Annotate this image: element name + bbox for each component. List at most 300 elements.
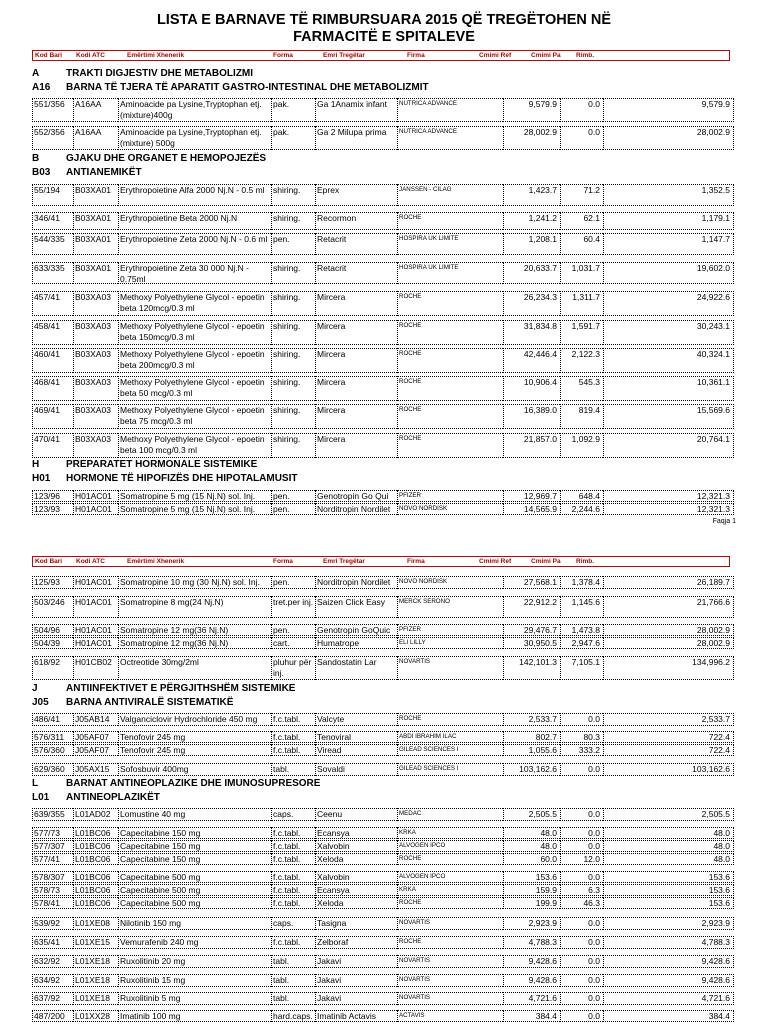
- table-cell: H01AC01: [73, 490, 118, 502]
- table-cell: 469/41: [32, 404, 73, 429]
- table-row: [32, 503, 734, 515]
- table-cell: 12,969.7: [503, 490, 560, 502]
- table-cell: Somatropine 8 mg(24 Nj.N): [118, 596, 271, 618]
- section-code: L01: [32, 792, 50, 803]
- table-cell: 0.0: [560, 713, 603, 726]
- table-cell: 21,857.0: [503, 433, 560, 458]
- table-row: [32, 233, 734, 255]
- table-cell: Sandostatin Lar: [315, 656, 397, 680]
- table-cell: 48.0: [603, 827, 734, 839]
- table-cell: 60.4: [560, 233, 603, 255]
- table-cell: 42,446.4: [503, 348, 560, 373]
- table-cell: Eprex: [315, 184, 397, 206]
- table-cell: KRKA: [397, 827, 503, 839]
- table-cell: 9,579.9: [503, 98, 560, 122]
- column-header: Cmimi Ref: [479, 558, 512, 565]
- table-cell: 0.0: [560, 974, 603, 987]
- column-header: Forma: [273, 558, 293, 565]
- column-header: Rimb.: [576, 558, 595, 565]
- table-cell: Methoxy Polyethylene Glycol - epoetin beta 50 mcg/0.3 ml: [118, 376, 271, 401]
- column-header: Kodi ATC: [76, 52, 105, 59]
- section-name: PREPARATET HORMONALE SISTEMIKE: [66, 459, 258, 470]
- table-cell: B03XA01: [73, 262, 118, 284]
- table-cell: tabl.: [271, 974, 315, 987]
- table-cell: 199.9: [503, 897, 560, 909]
- section-heading: [32, 459, 257, 471]
- table-cell: 639/355: [32, 808, 73, 821]
- table-cell: Erythropoietine Alfa 2000 Nj.N - 0.5 ml: [118, 184, 271, 206]
- table-cell: shiring.: [271, 404, 315, 429]
- table-cell: KRKA: [397, 884, 503, 896]
- table-cell: 123/93: [32, 503, 73, 515]
- table-cell: Retacrit: [315, 262, 397, 284]
- table-row: [32, 637, 734, 649]
- table-cell: 10,361.1: [603, 376, 734, 401]
- table-cell: f.c.tabl.: [271, 744, 315, 756]
- table-cell: 544/335: [32, 233, 73, 255]
- table-cell: NUTRICA ADVANCE: [397, 98, 503, 122]
- table-cell: 539/92: [32, 917, 73, 930]
- table-cell: Erythropoietine Zeta 2000 Nj.N - 0.6 ml: [118, 233, 271, 255]
- table-cell: 153.6: [603, 871, 734, 883]
- section-heading: [32, 68, 253, 80]
- table-cell: Somatropine 12 mg(36 Nj.N): [118, 637, 271, 649]
- table-cell: ROCHE: [397, 291, 503, 316]
- table-cell: f.c.tabl.: [271, 840, 315, 852]
- table-row: [32, 320, 734, 345]
- column-header: Cmimi Ref: [479, 52, 512, 59]
- table-cell: 576/311: [32, 731, 73, 743]
- section-code: A16: [32, 82, 51, 93]
- table-cell: Aminoacide pa Lysine,Tryptophan etj.(mixture)400g: [118, 98, 271, 122]
- section-heading: [32, 473, 297, 485]
- table-cell: NOVO NORDISK: [397, 576, 503, 589]
- table-cell: Erythropoietine Zeta 30 000 Nj.N - 0.75ml: [118, 262, 271, 284]
- table-cell: Valcyte: [315, 713, 397, 726]
- table-cell: Vemurafenib 240 mg: [118, 936, 271, 949]
- table-cell: 153.6: [603, 897, 734, 909]
- table-cell: 80.3: [560, 731, 603, 743]
- table-cell: 48.0: [603, 840, 734, 852]
- table-cell: ROCHE: [397, 713, 503, 726]
- table-cell: 551/356: [32, 98, 73, 122]
- table-cell: 0.0: [560, 936, 603, 949]
- table-cell: B03XA01: [73, 233, 118, 255]
- column-header: Emërtimi Xhenerik: [127, 558, 185, 565]
- table-cell: 552/356: [32, 126, 73, 150]
- table-row: [32, 763, 734, 776]
- table-cell: 9,428.6: [503, 974, 560, 987]
- table-cell: 504/39: [32, 637, 73, 649]
- table-cell: 46.3: [560, 897, 603, 909]
- table-cell: shiring.: [271, 184, 315, 206]
- table-row: [32, 596, 734, 618]
- table-row: [32, 348, 734, 373]
- table-row: [32, 212, 734, 230]
- table-cell: MERCK SERONO: [397, 596, 503, 618]
- table-cell: 2,947.6: [560, 637, 603, 649]
- table-cell: f.c.tabl.: [271, 827, 315, 839]
- table-cell: 1,311.7: [560, 291, 603, 316]
- table-cell: f.c.tabl.: [271, 884, 315, 896]
- table-cell: Ruxolitinib 20 mg: [118, 955, 271, 968]
- table-row: [32, 490, 734, 502]
- table-cell: 20,633.7: [503, 262, 560, 284]
- table-cell: 1,147.7: [603, 233, 734, 255]
- table-cell: ROCHE: [397, 936, 503, 949]
- table-cell: 30,950.5: [503, 637, 560, 649]
- table-cell: A16AA: [73, 126, 118, 150]
- table-cell: 4,788.3: [503, 936, 560, 949]
- table-row: [32, 955, 734, 968]
- table-row: [32, 713, 734, 726]
- table-cell: Jakavi: [315, 974, 397, 987]
- table-cell: pen.: [271, 490, 315, 502]
- table-cell: 28,002.9: [603, 637, 734, 649]
- section-code: L: [32, 778, 39, 789]
- table-cell: H01AC01: [73, 624, 118, 636]
- table-row: [32, 656, 734, 680]
- table-cell: Genotropin GoQuic: [315, 624, 397, 636]
- table-cell: 648.4: [560, 490, 603, 502]
- table-cell: 142,101.3: [503, 656, 560, 680]
- table-cell: 577/41: [32, 853, 73, 865]
- table-cell: NOVARTIS: [397, 656, 503, 680]
- table-cell: Imatinib 100 mg: [118, 1010, 271, 1022]
- table-cell: 12,321.3: [603, 490, 734, 502]
- column-header: Kodi ATC: [76, 558, 105, 565]
- table-row: [32, 917, 734, 930]
- table-cell: Capecitabine 500 mg: [118, 884, 271, 896]
- table-cell: Sofosbuvir 400mg: [118, 763, 271, 776]
- column-header: Forma: [273, 52, 293, 59]
- table-cell: Xalvobin: [315, 871, 397, 883]
- table-cell: 1,423.7: [503, 184, 560, 206]
- table-cell: 0.0: [560, 763, 603, 776]
- table-cell: pak.: [271, 126, 315, 150]
- table-cell: Tasigna: [315, 917, 397, 930]
- table-cell: NUTRICA ADVANCE: [397, 126, 503, 150]
- table-cell: 125/93: [32, 576, 73, 589]
- table-cell: pen.: [271, 624, 315, 636]
- table-cell: 71.2: [560, 184, 603, 206]
- table-cell: Mircera: [315, 404, 397, 429]
- table-cell: 40,324.1: [603, 348, 734, 373]
- table-cell: Tenoviral: [315, 731, 397, 743]
- section-code: H: [32, 459, 40, 470]
- table-cell: caps.: [271, 808, 315, 821]
- section-heading: [32, 683, 295, 695]
- table-cell: 27,568.1: [503, 576, 560, 589]
- table-cell: 0.0: [560, 1010, 603, 1022]
- table-cell: 576/360: [32, 744, 73, 756]
- table-cell: 153.6: [503, 871, 560, 883]
- table-cell: 24,922.6: [603, 291, 734, 316]
- table-cell: 0.0: [560, 871, 603, 883]
- table-cell: 103,162.6: [503, 763, 560, 776]
- table-cell: L01BC06: [73, 840, 118, 852]
- table-cell: tabl.: [271, 992, 315, 1005]
- table-cell: 503/246: [32, 596, 73, 618]
- section-name: ANTIANEMIKËT: [66, 167, 142, 178]
- table-cell: 12,321.3: [603, 503, 734, 515]
- table-cell: 19,602.0: [603, 262, 734, 284]
- table-cell: ROCHE: [397, 404, 503, 429]
- table-cell: L01BC06: [73, 871, 118, 883]
- table-cell: 4,721.6: [503, 992, 560, 1005]
- table-row: [32, 184, 734, 206]
- table-cell: 55/194: [32, 184, 73, 206]
- column-header: Firma: [407, 558, 425, 565]
- table-cell: B03XA03: [73, 404, 118, 429]
- table-cell: 4,788.3: [603, 936, 734, 949]
- table-cell: pen.: [271, 503, 315, 515]
- table-cell: NOVARTIS: [397, 974, 503, 987]
- table-row: [32, 808, 734, 821]
- section-name: ANTIINFEKTIVET E PËRGJITHSHËM SISTEMIKE: [66, 683, 296, 694]
- column-header: Rimb.: [576, 52, 595, 59]
- table-cell: 15,569.6: [603, 404, 734, 429]
- table-cell: 21,766.6: [603, 596, 734, 618]
- table-cell: H01AC01: [73, 576, 118, 589]
- section-name: BARNA TË TJERA TË APARATIT GASTRO-INTESTINAL DHE METABOLIZMIT: [66, 82, 429, 93]
- table-cell: ACTAVIS: [397, 1010, 503, 1022]
- section-name: HORMONE TË HIPOFIZËS DHE HIPOTALAMUSIT: [66, 473, 298, 484]
- table-cell: Methoxy Polyethylene Glycol - epoetin beta 100 mcg/0.3 ml: [118, 433, 271, 458]
- section-heading: [32, 82, 429, 94]
- table-row: [32, 433, 734, 458]
- table-cell: 2,533.7: [603, 713, 734, 726]
- table-cell: NOVO NORDISK: [397, 503, 503, 515]
- table-cell: 0.0: [560, 917, 603, 930]
- column-header: Kod Bari: [35, 558, 63, 565]
- table-cell: 31,834.8: [503, 320, 560, 345]
- page-title-line1: LISTA E BARNAVE TË RIMBURSUARA 2015 QË TREGËTOHEN NË: [156, 12, 612, 28]
- table-cell: 0.0: [560, 840, 603, 852]
- table-cell: H01AC01: [73, 596, 118, 618]
- table-cell: 26,234.3: [503, 291, 560, 316]
- table-cell: 1,092.9: [560, 433, 603, 458]
- table-cell: PFIZER: [397, 624, 503, 636]
- table-cell: 1,031.7: [560, 262, 603, 284]
- table-cell: 2,505.5: [603, 808, 734, 821]
- table-cell: Ecansya: [315, 827, 397, 839]
- table-row: [32, 884, 734, 896]
- table-cell: ROCHE: [397, 320, 503, 345]
- section-heading: [32, 153, 266, 165]
- section-code: J: [32, 683, 38, 694]
- table-cell: NOVARTIS: [397, 955, 503, 968]
- table-cell: 2,122.3: [560, 348, 603, 373]
- table-cell: J05AF07: [73, 744, 118, 756]
- section-code: B: [32, 153, 40, 164]
- table-cell: L01BC06: [73, 897, 118, 909]
- table-cell: tret.per inj.: [271, 596, 315, 618]
- table-row: [32, 744, 734, 756]
- table-cell: Mircera: [315, 348, 397, 373]
- table-cell: 1,591.7: [560, 320, 603, 345]
- table-cell: GILEAD SCIENCES I: [397, 763, 503, 776]
- table-cell: Viread: [315, 744, 397, 756]
- table-cell: JANSSEN - CILAG: [397, 184, 503, 206]
- table-cell: shiring.: [271, 212, 315, 230]
- table-cell: f.c.tabl.: [271, 713, 315, 726]
- table-cell: 1,145.6: [560, 596, 603, 618]
- table-cell: Jakavi: [315, 955, 397, 968]
- table-cell: 0.0: [560, 827, 603, 839]
- table-cell: 1,473.8: [560, 624, 603, 636]
- table-cell: 0.0: [560, 992, 603, 1005]
- column-header: Firma: [407, 52, 425, 59]
- table-cell: 504/96: [32, 624, 73, 636]
- table-cell: 460/41: [32, 348, 73, 373]
- section-heading: [32, 778, 320, 790]
- table-cell: Recormon: [315, 212, 397, 230]
- table-row: [32, 992, 734, 1005]
- table-cell: Somatropine 10 mg (30 Nj.N) sol. Inj.: [118, 576, 271, 589]
- table-cell: B03XA03: [73, 376, 118, 401]
- table-cell: shiring.: [271, 262, 315, 284]
- table-cell: Methoxy Polyethylene Glycol - epoetin beta 150mcg/0.3 ml: [118, 320, 271, 345]
- table-cell: 26,189.7: [603, 576, 734, 589]
- table-cell: 22,912.2: [503, 596, 560, 618]
- table-cell: 16,389.0: [503, 404, 560, 429]
- table-cell: 346/41: [32, 212, 73, 230]
- section-code: J05: [32, 697, 49, 708]
- column-header: Emri Tregëtar: [323, 52, 365, 59]
- table-cell: Lomustine 40 mg: [118, 808, 271, 821]
- table-cell: Octreotide 30mg/2ml: [118, 656, 271, 680]
- table-row: [32, 98, 734, 122]
- table-cell: Xeloda: [315, 897, 397, 909]
- table-cell: L01XE18: [73, 955, 118, 968]
- table-cell: ROCHE: [397, 433, 503, 458]
- table-cell: 1,352.5: [603, 184, 734, 206]
- table-cell: Ceenu: [315, 808, 397, 821]
- table-cell: 1,241.2: [503, 212, 560, 230]
- table-cell: 0.0: [560, 955, 603, 968]
- table-cell: GILEAD SCIENCES I: [397, 744, 503, 756]
- table-cell: f.c.tabl.: [271, 853, 315, 865]
- table-cell: shiring.: [271, 376, 315, 401]
- table-cell: B03XA01: [73, 184, 118, 206]
- table-cell: 458/41: [32, 320, 73, 345]
- column-header: Emri Tregëtar: [323, 558, 365, 565]
- table-cell: L01BC06: [73, 884, 118, 896]
- table-cell: 2,244.6: [560, 503, 603, 515]
- table-row: [32, 404, 734, 429]
- table-cell: 2,923.9: [603, 917, 734, 930]
- table-row: [32, 376, 734, 401]
- table-cell: Capecitabine 500 mg: [118, 871, 271, 883]
- table-cell: f.c.tabl.: [271, 731, 315, 743]
- table-cell: 103,162.6: [603, 763, 734, 776]
- table-cell: 629/360: [32, 763, 73, 776]
- table-row: [32, 1010, 734, 1022]
- table-cell: L01XE15: [73, 936, 118, 949]
- table-cell: pen.: [271, 233, 315, 255]
- table-cell: f.c.tabl.: [271, 897, 315, 909]
- table-cell: 578/307: [32, 871, 73, 883]
- table-cell: 634/92: [32, 974, 73, 987]
- table-cell: ROCHE: [397, 212, 503, 230]
- table-cell: Norditropin Nordilet: [315, 576, 397, 589]
- table-cell: ABDI IBRAHIM ILAC: [397, 731, 503, 743]
- section-name: BARNAT ANTINEOPLAZIKE DHE IMUNOSUPRESORE: [66, 778, 321, 789]
- table-cell: ALVOGEN IPCO: [397, 871, 503, 883]
- table-cell: L01XE18: [73, 974, 118, 987]
- table-cell: shiring.: [271, 320, 315, 345]
- table-cell: Capecitabine 150 mg: [118, 853, 271, 865]
- table-cell: 62.1: [560, 212, 603, 230]
- table-cell: 384.4: [603, 1010, 734, 1022]
- section-name: BARNA ANTIVIRALË SISTEMATIKË: [66, 697, 234, 708]
- column-header: Cmimi Pa: [531, 52, 561, 59]
- table-cell: 633/335: [32, 262, 73, 284]
- table-cell: Somatropine 5 mg (15 Nj.N) sol. Inj.: [118, 503, 271, 515]
- table-row: [32, 871, 734, 883]
- table-cell: f.c.tabl.: [271, 936, 315, 949]
- table-cell: Erythropoietine Beta 2000 Nj.N: [118, 212, 271, 230]
- table-cell: A16AA: [73, 98, 118, 122]
- table-cell: Methoxy Polyethylene Glycol - epoetin beta 200mcg/0.3 ml: [118, 348, 271, 373]
- section-heading: [32, 792, 160, 804]
- table-cell: 578/41: [32, 897, 73, 909]
- table-cell: Somatropine 12 mg(36 Nj.N): [118, 624, 271, 636]
- table-cell: B03XA03: [73, 320, 118, 345]
- table-row: [32, 974, 734, 987]
- table-cell: hard.caps.: [271, 1010, 315, 1022]
- table-cell: B03XA03: [73, 433, 118, 458]
- table-cell: Ga 1Anamix infant: [315, 98, 397, 122]
- table-cell: 468/41: [32, 376, 73, 401]
- table-cell: Xalvobin: [315, 840, 397, 852]
- table-cell: Norditropin Nordilet: [315, 503, 397, 515]
- table-cell: Ga 2 Milupa prima: [315, 126, 397, 150]
- table-cell: Saizen Click Easy: [315, 596, 397, 618]
- table-cell: ROCHE: [397, 376, 503, 401]
- table-cell: Mircera: [315, 433, 397, 458]
- table-cell: 1,378.4: [560, 576, 603, 589]
- table-cell: J05AB14: [73, 713, 118, 726]
- table-cell: L01XE08: [73, 917, 118, 930]
- table-cell: ROCHE: [397, 853, 503, 865]
- table-cell: Somatropine 5 mg (15 Nj.N) sol. Inj.: [118, 490, 271, 502]
- table-cell: shiring.: [271, 348, 315, 373]
- table-cell: 632/92: [32, 955, 73, 968]
- section-name: GJAKU DHE ORGANET E HEMOPOJEZËS: [66, 153, 267, 164]
- table-cell: Tenofovir 245 mg: [118, 744, 271, 756]
- section-heading: [32, 167, 142, 179]
- table-cell: 134,996.2: [603, 656, 734, 680]
- table-cell: Tenofovir 245 mg: [118, 731, 271, 743]
- table-cell: 578/73: [32, 884, 73, 896]
- table-cell: 2,923.9: [503, 917, 560, 930]
- table-cell: ROCHE: [397, 348, 503, 373]
- table-cell: Jakavi: [315, 992, 397, 1005]
- table-cell: ROCHE: [397, 897, 503, 909]
- table-cell: L01XE18: [73, 992, 118, 1005]
- table-cell: Retacrit: [315, 233, 397, 255]
- table-cell: 1,208.1: [503, 233, 560, 255]
- table-cell: caps.: [271, 917, 315, 930]
- table-cell: 12.0: [560, 853, 603, 865]
- table-cell: 0.0: [560, 126, 603, 150]
- table-cell: L01BC06: [73, 827, 118, 839]
- table-cell: Mircera: [315, 320, 397, 345]
- table-cell: 9,428.6: [603, 974, 734, 987]
- table-cell: 722.4: [603, 731, 734, 743]
